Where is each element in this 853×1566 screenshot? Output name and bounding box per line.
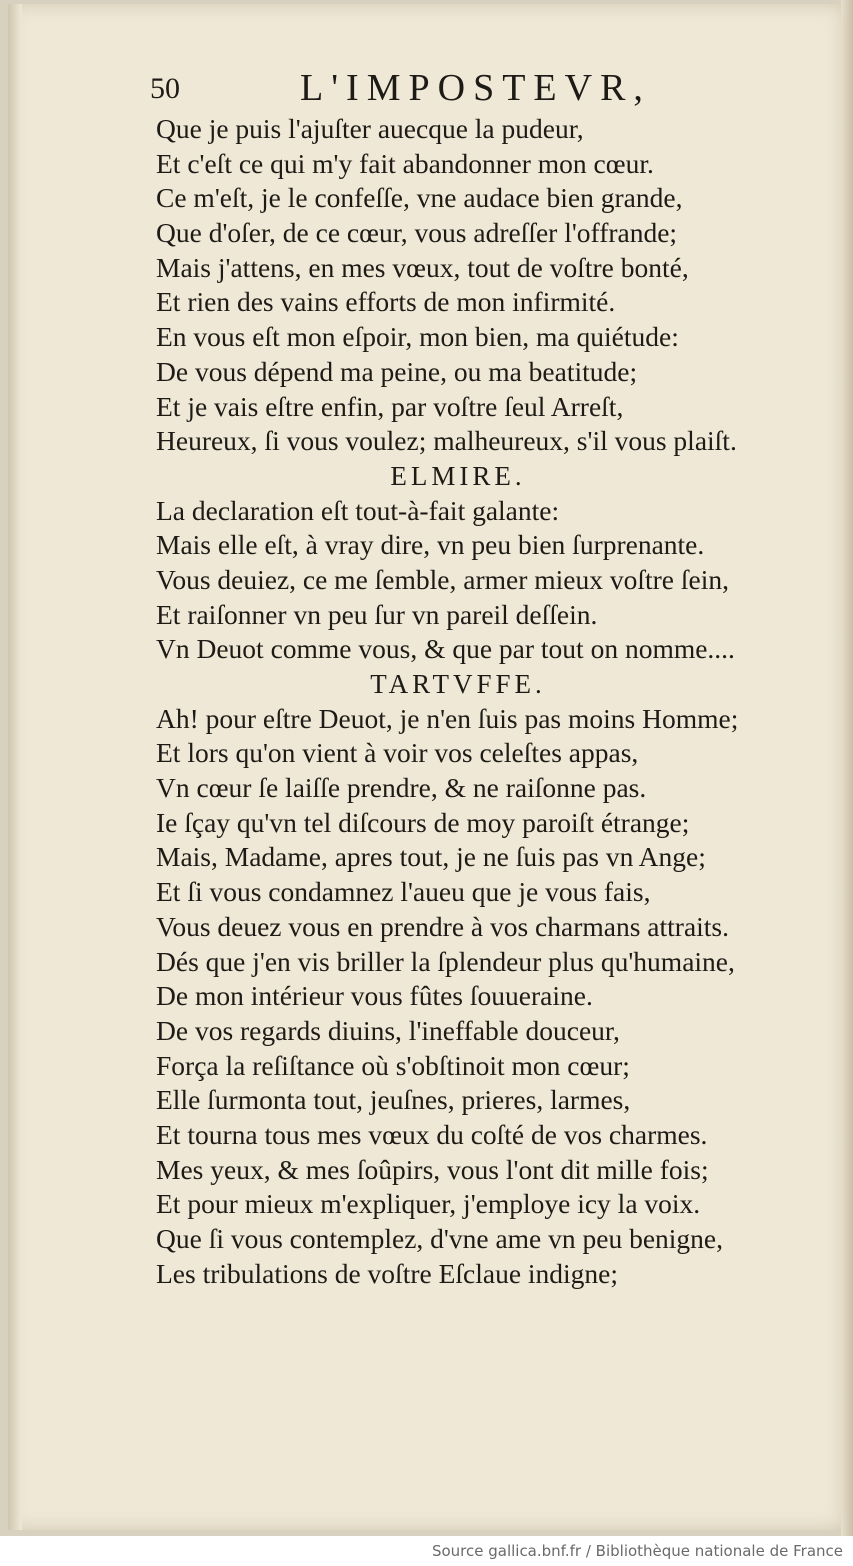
verse-line: Elle ſurmonta tout, jeuſnes, prieres, larmes, [156,1084,631,1116]
verse-line: Vous deuiez, ce me ſemble, armer mieux voſtre ſein, [156,563,729,595]
verse-line: Et pour mieux m'expliquer, j'employe icy la voix. [156,1188,701,1220]
verse-line: Ie ſçay qu'vn tel diſcours de moy paroiſt étrange; [156,806,690,838]
verse-line: Ah! pour eſtre Deuot, je n'en ſuis pas moins Homme; [156,702,739,734]
speaker-name: ELMIRE. [390,460,526,491]
verse-line: Ce m'eſt, je le confeſſe, vne audace bien grande, [156,182,683,214]
verse-line: Mais elle eſt, à vray dire, vn peu bien ſurprenante. [156,529,705,561]
verse-line: Mais, Madame, apres tout, je ne ſuis pas vn Ange; [156,841,706,873]
verse-line: Et raiſonner vn peu ſur vn pareil deſſein. [156,598,598,630]
verse-line: Dés que j'en vis briller la ſplendeur plus qu'humaine, [156,945,735,977]
verse-text [156,112,850,1291]
verse-line: Vous deuez vous en prendre à vos charmans attraits. [156,910,730,942]
page-number: 50 [150,72,180,105]
verse-line: Et tourna tous mes vœux du coſté de vos charmes. [156,1118,708,1150]
verse-line: Que d'oſer, de ce cœur, vous adreſſer l'offrande; [156,217,678,249]
verse-line: Força la reſiſtance où s'obſtinoit mon cœur; [156,1049,630,1081]
verse-line: De vos regards diuins, l'ineffable douceur, [156,1014,620,1046]
verse-line: Que je puis l'ajuſter auecque la pudeur, [156,113,584,144]
verse-line: Et rien des vains efforts de mon infirmité. [156,286,616,318]
verse-line: Et je vais eſtre enfin, par voſtre ſeul Arreſt, [156,390,624,422]
speaker-name: TARTVFFE. [370,669,546,699]
footer-bar [0,1536,853,1566]
verse-line: Et c'eſt ce qui m'y fait abandonner mon cœur. [156,147,654,179]
running-head [150,62,710,109]
verse-line: En vous eſt mon eſpoir, mon bien, ma quiétude: [156,321,679,353]
verse-line: Heureux, ſi vous voulez; malheureux, s'il vous plaiſt. [156,425,737,457]
verse-line: Vn cœur ſe laiſſe prendre, & ne raiſonne pas. [156,772,647,804]
verse-line: De mon intérieur vous fûtes ſouueraine. [156,980,593,1012]
verse-line: Et lors qu'on vient à voir vos celeſtes appas, [156,737,639,769]
page-gutter [8,4,22,1530]
source-credit: Source gallica.bnf.fr / Bibliothèque nationale de France [431,1542,843,1560]
verse-line: De vous dépend ma peine, ou ma beatitude; [156,355,638,387]
verse-line: Que ſi vous contemplez, d'vne ame vn peu benigne, [156,1223,724,1254]
verse-line: Vn Deuot comme vous, & que par tout on nomme.... [156,633,735,665]
verse-line: Et ſi vous condamnez l'aueu que je vous fais, [156,876,651,908]
verse-line: Les tribulations de voſtre Eſclaue indigne; [156,1257,619,1289]
running-title: L'IMPOSTEVR, [300,67,651,109]
verse-line: Mes yeux, & mes ſoûpirs, vous l'ont dit mille fois; [156,1153,709,1185]
verse-line: La declaration eſt tout-à-fait galante: [156,494,560,526]
verse-line: Mais j'attens, en mes vœux, tout de voſtre bonté, [156,251,689,283]
